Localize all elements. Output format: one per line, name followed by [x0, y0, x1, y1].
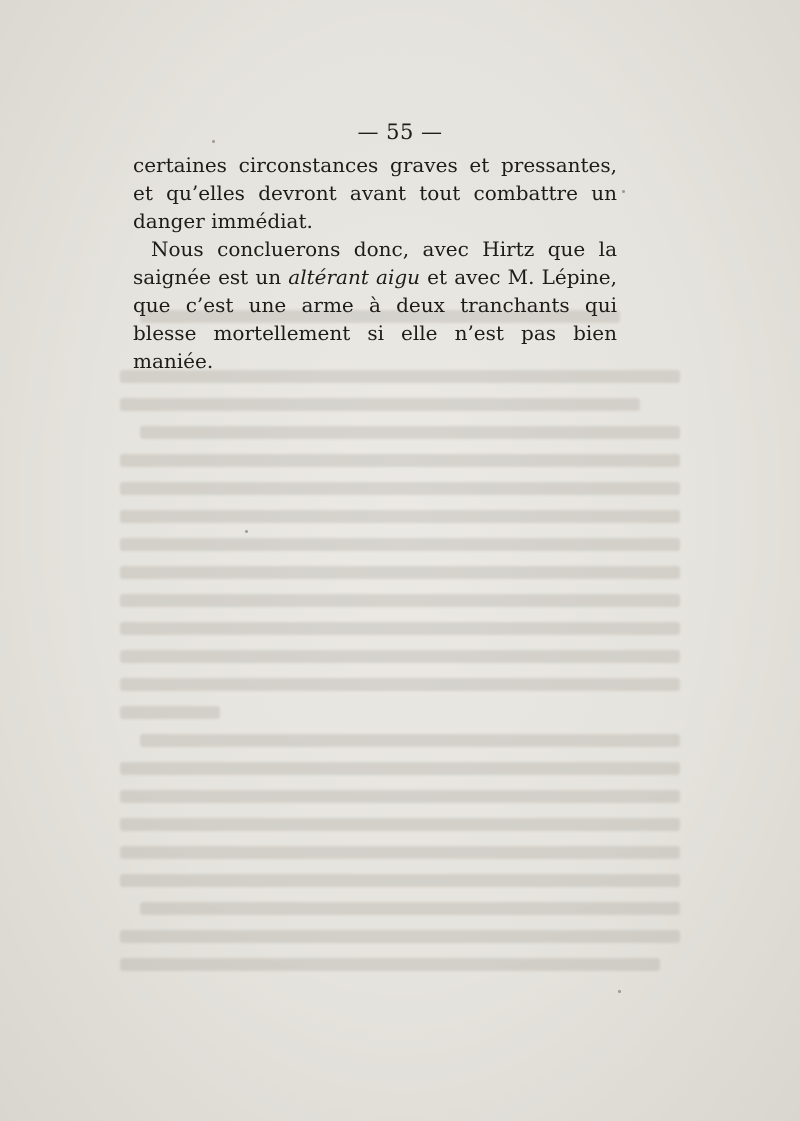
page-number: — 55 —: [357, 120, 443, 144]
paragraph: certaines circonstances graves et pressantes, et qu’elles devront avant tout combattre un danger immédiat.: [133, 153, 617, 233]
paragraph-text: Nous concluerons donc, avec Hirtz que la saignée est un: [133, 237, 617, 289]
paper-speck: [618, 990, 621, 993]
italic-phrase: altérant aigu: [288, 265, 421, 289]
body-text: [133, 151, 617, 375]
paper-speck: [212, 140, 215, 143]
bleed-through-texture: [120, 300, 700, 1000]
paper-speck: [622, 190, 625, 193]
paragraph-text: et avec M. Lépine, que c’est une arme à deux tranchants qui blesse mortellement si elle n’est pas bien maniée.: [133, 265, 617, 373]
paragraph: [133, 235, 617, 375]
paper-speck: [245, 530, 248, 533]
